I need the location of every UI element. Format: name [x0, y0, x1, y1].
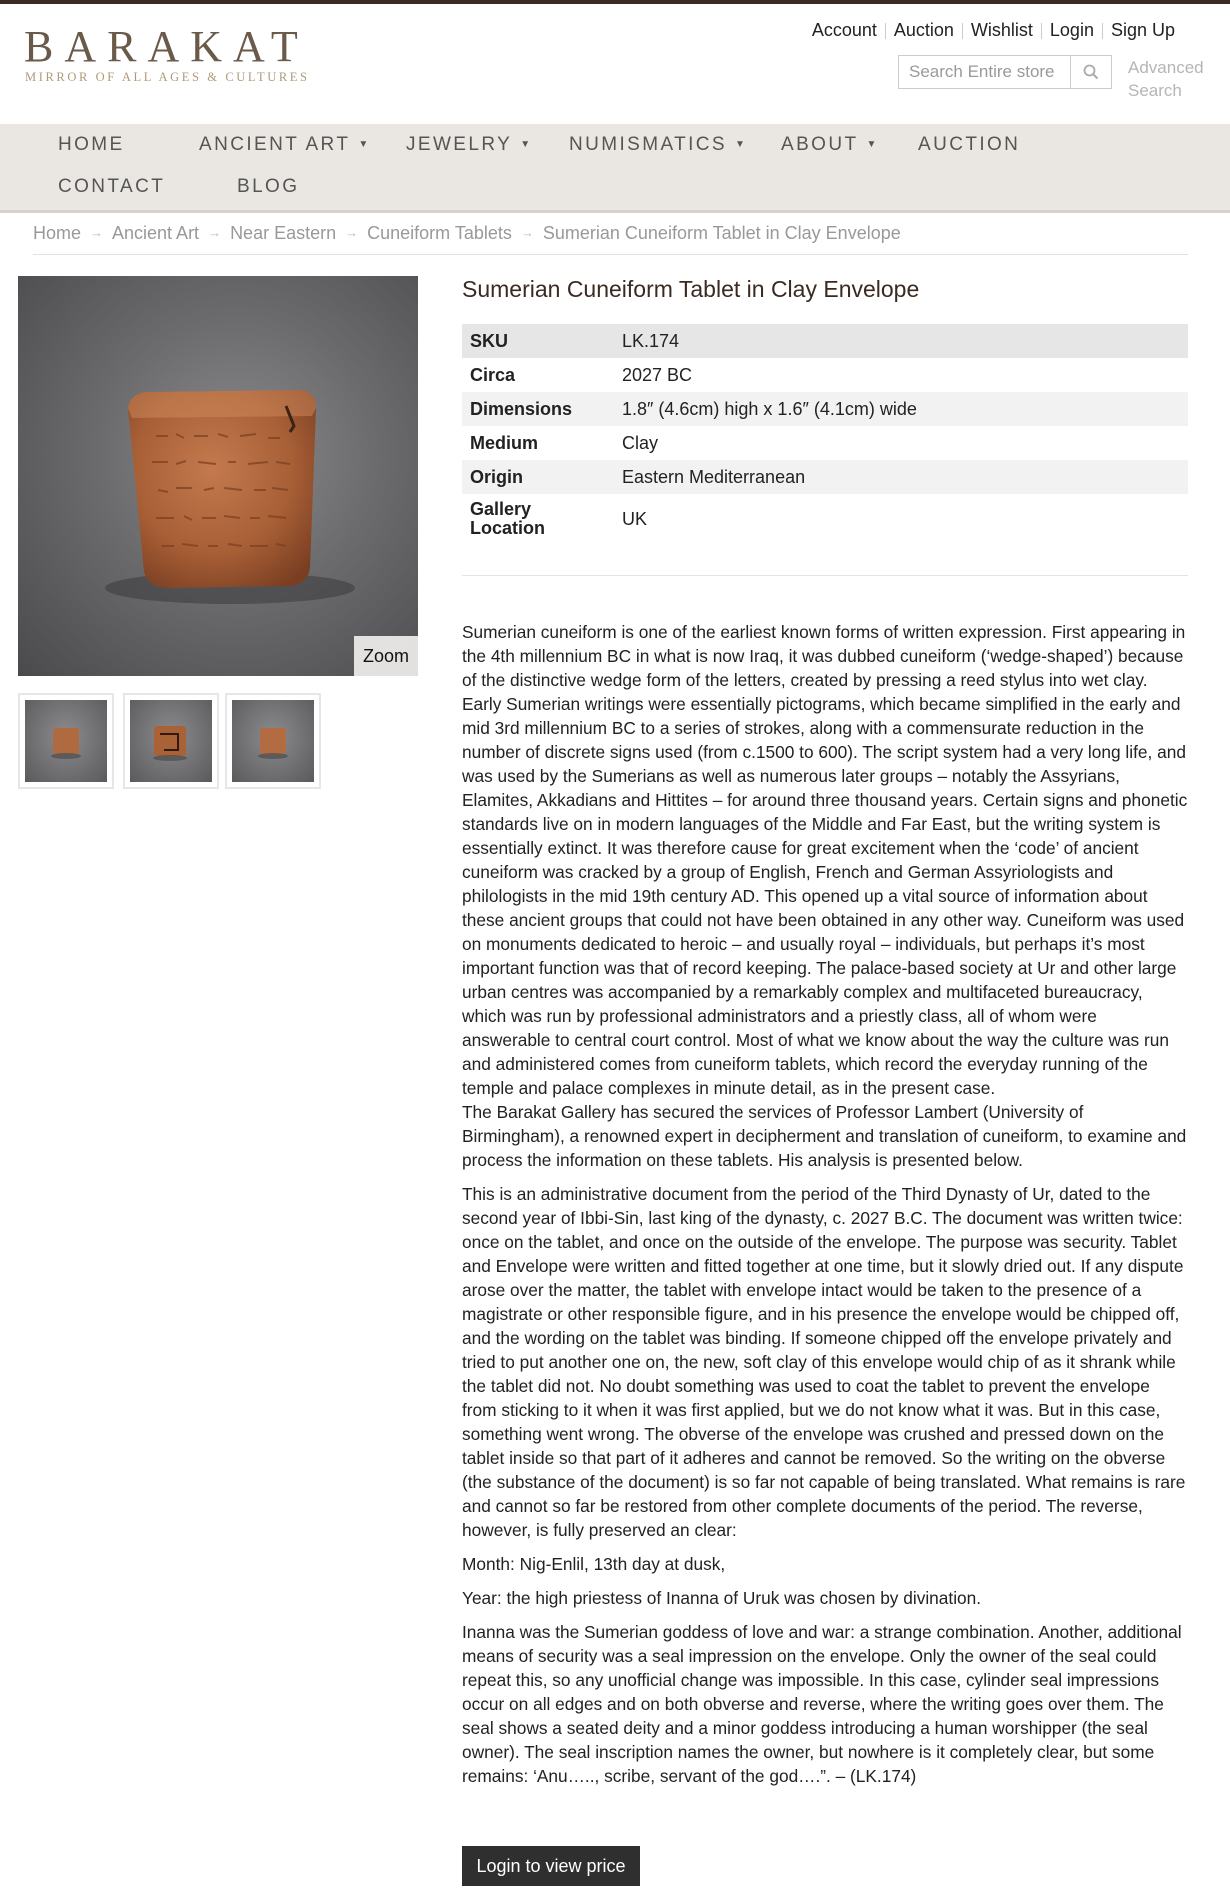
logo[interactable]: BARAKAT — [24, 22, 309, 71]
top-links — [804, 20, 1183, 41]
product-main-image[interactable] — [18, 276, 418, 676]
specs-divider — [462, 575, 1188, 576]
search-button[interactable] — [1070, 55, 1112, 89]
spec-row — [462, 324, 1188, 358]
nav-contact[interactable] — [58, 176, 165, 198]
nav-jewelry[interactable] — [406, 134, 530, 156]
wishlist-link[interactable]: Wishlist — [970, 20, 1033, 40]
spec-value: 2027 BC — [622, 364, 693, 385]
nav-ancient-art-label: ANCIENT ART — [199, 134, 351, 155]
nav-auction-label: AUCTION — [918, 134, 1021, 155]
thumbnail-image — [232, 700, 314, 782]
auction-link[interactable]: Auction — [893, 20, 954, 40]
search-bar — [898, 55, 1112, 89]
spec-value: Eastern Mediterranean — [614, 460, 1188, 494]
nav-jewelry-label: JEWELRY — [406, 134, 513, 155]
breadcrumb-home[interactable]: Home — [33, 223, 82, 243]
nav-auction[interactable] — [918, 134, 1020, 156]
description-paragraph: The Barakat Gallery has secured the services of Professor Lambert (University of Birmingham), a renowned expert in decipherment and translation of cuneiform, to examine and process the information on these tablets. His analysis is presented below. — [462, 1102, 1187, 1170]
breadcrumb-current: Sumerian Cuneiform Tablet in Clay Envelope — [542, 223, 901, 243]
login-to-view-price-button[interactable]: Login to view price — [462, 1846, 640, 1886]
caret-down-icon: ▼ — [358, 139, 369, 150]
description-paragraph: Inanna was the Sumerian goddess of love and war: a strange combination. Another, additional means of security was a seal impression on the envelope. Only the owner of the seal could repeat this, so any unofficial change was impossible. In this case, cylinder seal impressions occur on all edges and on both obverse and reverse, where the writing goes over them. The seal shows a seated deity and a minor goddess introducing a human worshipper (the seal owner). The seal inscription names the owner, but nowhere is it completely clear, but some remains: ‘Anu….., scribe, servant of the god….”. – (LK.174) — [462, 1622, 1182, 1786]
thumbnail-3[interactable] — [225, 693, 321, 789]
caret-down-icon: ▼ — [735, 139, 745, 150]
advanced-search-link[interactable]: Advanced Search — [1128, 58, 1204, 100]
nav-about-label: ABOUT — [781, 134, 859, 155]
nav-about[interactable] — [781, 134, 876, 156]
nav-blog[interactable] — [237, 176, 299, 198]
login-link[interactable]: Login — [1049, 20, 1094, 40]
spec-row — [462, 494, 1188, 544]
nav-contact-label: CONTACT — [58, 176, 166, 197]
breadcrumb-near-eastern[interactable]: Near Eastern — [230, 223, 337, 243]
nav-home-label: HOME — [58, 134, 125, 155]
nav-ancient-art[interactable] — [199, 134, 368, 156]
spec-label: Gallery Location — [470, 499, 545, 538]
breadcrumb — [33, 223, 901, 244]
thumbnail-image — [130, 700, 212, 782]
description-paragraph: Month: Nig-Enlil, 13th day at dusk, — [462, 1554, 726, 1574]
description-paragraph: This is an administrative document from the period of the Third Dynasty of Ur, dated to the second year of Ibbi-Sin, last king of the dynasty, c. 2027 B.C. The document was written twice: once on the tablet, and once on the outside of the envelope. The purpose was security. Tablet and Envelope were written and fitted together at one time, but it slowly dried out. If any dispute arose over the matter, the tablet with envelope intact would be taken to the presence of a magistrate or other responsible figure, and in his presence the envelope would be chipped off, and the wording on the tablet was binding. If someone chipped off the envelope privately and tried to put another one on, the new, soft clay of this envelope would chip of as it shrank while the tablet did not. No doubt something was used to coat the tablet to prevent the envelope from sticking to it when it was first applied, but we do not know what it was. But in this case, something went wrong. The obverse of the envelope was crushed and pressed down on the tablet inside so that part of it adheres and cannot be removed. So the writing on the obverse (the substance of the document) is so far not capable of being translated. What remains is rare and cannot so far be restored from other complete documents of the period. The reverse, however, is fully preserved an clear: — [462, 1184, 1186, 1540]
thumbnail-image — [25, 700, 107, 782]
spec-row — [462, 358, 1188, 392]
thumbnail-2[interactable] — [123, 693, 219, 789]
main-nav — [0, 124, 1230, 213]
product-description — [462, 620, 1188, 1798]
top-border — [0, 0, 1230, 4]
caret-down-icon: ▼ — [866, 139, 877, 150]
product-specs-table — [462, 324, 1188, 544]
spec-label: Origin — [462, 460, 614, 494]
spec-value: UK — [622, 508, 648, 529]
tablet-illustration — [18, 276, 418, 676]
spec-label: Medium — [470, 432, 539, 453]
description-paragraph: Year: the high priestess of Inanna of Uruk was chosen by divination. — [462, 1588, 982, 1608]
spec-value: Clay — [622, 432, 659, 453]
product-title: Sumerian Cuneiform Tablet in Clay Envelope — [462, 276, 920, 302]
search-icon — [1083, 64, 1099, 80]
spec-row — [462, 392, 1188, 426]
nav-numismatics[interactable] — [569, 134, 745, 156]
arrow-right-icon: → — [90, 225, 104, 240]
zoom-button[interactable]: Zoom — [354, 636, 418, 676]
arrow-right-icon: → — [520, 225, 534, 240]
spec-label: Dimensions — [462, 392, 614, 426]
spec-row — [462, 426, 1188, 460]
nav-home[interactable] — [58, 134, 125, 156]
description-paragraph: Sumerian cuneiform is one of the earliest known forms of written expression. First appearing in the 4th millennium BC in what is now Iraq, it was dubbed cuneiform (‘wedge-shaped’) because of the distinctive wedge form of the letters, created by pressing a reed stylus into wet clay. Early Sumerian writings were essentially pictograms, which became simplified in the early and mid 3rd millennium BC to a series of strokes, along with a commensurate reduction in the number of discrete signs used (from c.1500 to 600). The script system had a very long life, and was used by the Sumerians as well as numerous later groups – notably the Assyrians, Elamites, Akkadians and Hittites – for around three thousand years. Certain signs and phonetic standards live on in modern languages of the Middle and Far East, but the writing system is essentially extinct. It was therefore cause for great excitement when the ‘code’ of ancient cuneiform was cracked by a group of English, French and German Assyriologists and philologists in the mid 19th century AD. This opened up a vital source of information about these ancient groups that could not have been obtained in any other way. Cuneiform was used on monuments dedicated to heroic – and usually royal – individuals, but perhaps it’s most important function was that of record keeping. The palace-based society at Ur and other large urban centres was accompanied by a remarkably complex and multifaceted bureaucracy, which was run by professional administrators and a priestly class, all of whom were answerable to central court control. Most of what we know about the way the culture was run and administered comes from cuneiform tablets, which record the everyday running of the temple and palace complexes in minute detail, as in the present case. — [462, 622, 1188, 1098]
breadcrumb-ancient-art[interactable]: Ancient Art — [112, 223, 200, 243]
breadcrumb-divider — [33, 254, 1188, 255]
spec-value: LK.174 — [614, 324, 1188, 358]
spec-label: Circa — [470, 364, 516, 385]
signup-link[interactable]: Sign Up — [1110, 20, 1175, 40]
arrow-right-icon: → — [345, 225, 359, 240]
arrow-right-icon: → — [208, 225, 222, 240]
caret-down-icon: ▼ — [520, 139, 531, 150]
nav-blog-label: BLOG — [237, 176, 300, 197]
spec-label: SKU — [462, 324, 614, 358]
nav-numismatics-label: NUMISMATICS — [569, 134, 727, 155]
spec-value: 1.8″ (4.6cm) high x 1.6″ (4.1cm) wide — [614, 392, 1188, 426]
spec-row — [462, 460, 1188, 494]
thumbnail-1[interactable] — [18, 693, 114, 789]
breadcrumb-cuneiform-tablets[interactable]: Cuneiform Tablets — [367, 223, 512, 243]
logo-tagline: MIRROR OF ALL AGES & CULTURES — [25, 70, 310, 84]
search-input[interactable] — [898, 55, 1070, 89]
account-link[interactable]: Account — [811, 20, 877, 40]
